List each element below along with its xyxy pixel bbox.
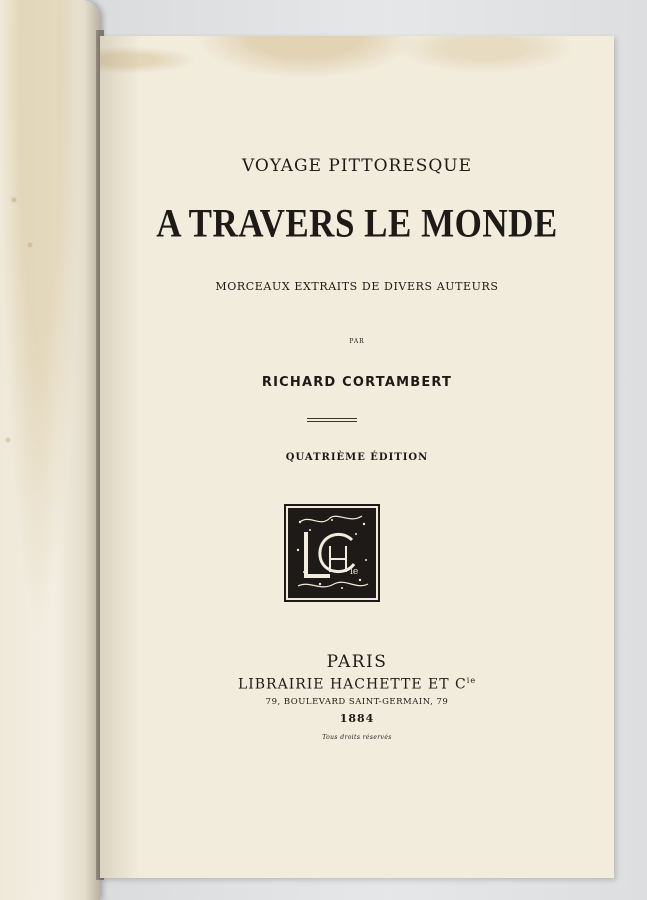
edition-label: QUATRIÈME ÉDITION [285, 452, 429, 463]
publisher-name: LIBRAIRIE HACHETTE ET C [237, 676, 467, 693]
supratitle: VOYAGE PITTORESQUE [241, 156, 473, 176]
publisher-suffix: ie [466, 676, 477, 685]
subtitle: MORCEAUX EXTRAITS DE DIVERS AUTEURS [215, 280, 499, 293]
left-page [0, 0, 100, 900]
main-title: A TRAVERS LE MONDE [156, 201, 558, 246]
monogram-graphic [290, 510, 374, 596]
rights-notice: Tous droits réservés [322, 734, 392, 741]
svg-text:ie: ie [350, 567, 359, 577]
publisher-line [100, 676, 614, 693]
author-name: RICHARD CORTAMBERT [261, 375, 453, 390]
by-line: PAR [349, 338, 365, 345]
publication-year: 1884 [339, 712, 375, 725]
publisher-monogram-icon [288, 508, 376, 598]
title-page [100, 36, 614, 878]
divider-rule [307, 418, 357, 422]
city: PARIS [326, 652, 388, 672]
publisher-address: 79, BOULEVARD SAINT-GERMAIN, 79 [265, 697, 449, 707]
